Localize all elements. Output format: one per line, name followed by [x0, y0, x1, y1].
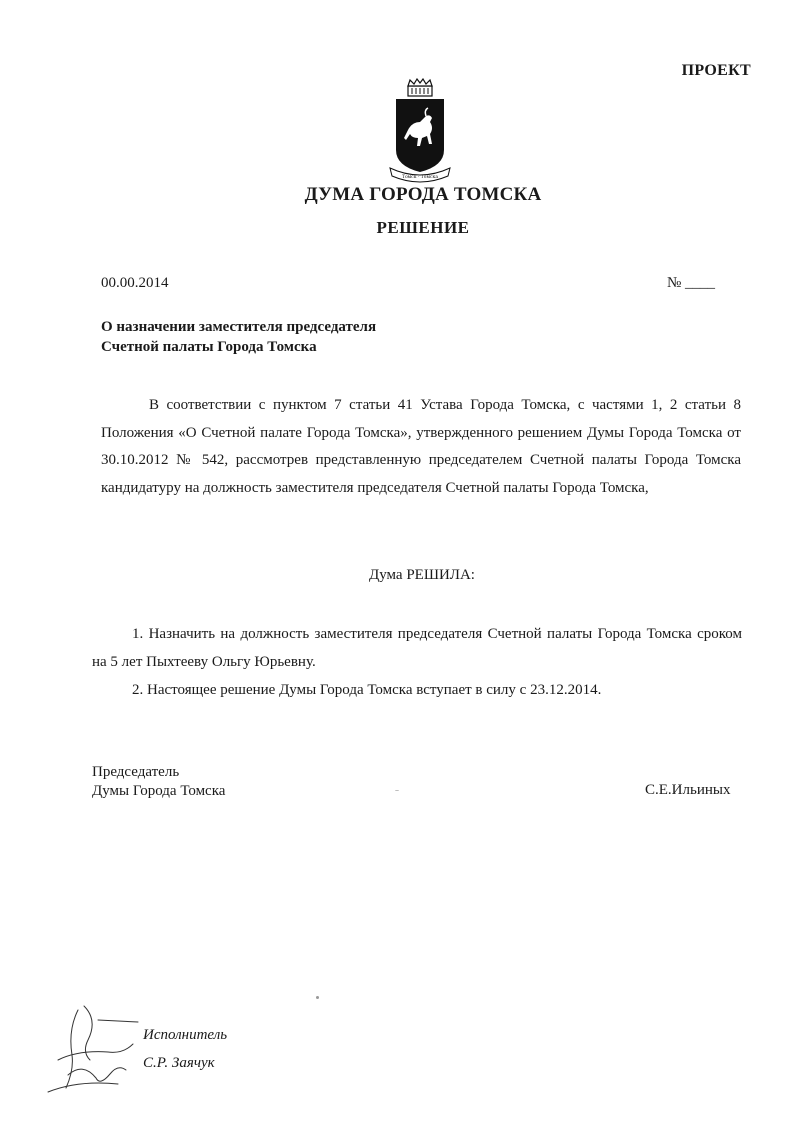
handwritten-signature [38, 1000, 148, 1105]
executor-name: С.Р. Заячук [143, 1055, 215, 1071]
preamble [101, 392, 741, 502]
document-subject [101, 317, 376, 357]
subject-line: Счетной палаты Города Томска [101, 339, 317, 355]
document-type: РЕШЕНИЕ [376, 218, 470, 237]
signatory-title-line: Думы Города Томска [92, 783, 226, 799]
tomsk-coat-of-arms-icon [386, 78, 454, 188]
decision-items [92, 620, 742, 704]
executor-label: Исполнитель [143, 1027, 228, 1043]
scan-speck [395, 790, 399, 791]
decided-label: Дума РЕШИЛА: [369, 567, 475, 583]
organization-title: ДУМА ГОРОДА ТОМСКА [304, 184, 542, 205]
signatory-title-line: Председатель [92, 764, 180, 780]
subject-line: О назначении заместителя председателя [101, 319, 377, 335]
document-number: № ____ [667, 275, 716, 291]
preamble-text: В соответствии с пунктом 7 статьи 41 Устава Города Томска, с частями 1, 2 статьи 8 Положения «О Счетной палате Города Томска», утвержденного решением Думы Города Томска от 30.10.2012 № 542, рассмотрев представленную председателем Счетной палаты Города Томска кандидатуру на должность заместителя председателя Счетной палаты Города Томска, [101, 397, 741, 496]
executor-block [143, 1021, 227, 1077]
draft-stamp: ПРОЕКТ [681, 62, 751, 79]
signatory-title [92, 763, 225, 801]
emblem-ribbon-text: Томск · Томска [401, 175, 439, 180]
scan-speck [316, 996, 319, 999]
signatory-name: С.Е.Ильиных [645, 782, 731, 798]
decision-item: 2. Настоящее решение Думы Города Томска вступает в силу с 23.12.2014. [132, 682, 602, 698]
decision-item: 1. Назначить на должность заместителя председателя Счетной палаты Города Томска сроком на 5 лет Пыхтееву Ольгу Юрьевну. [92, 626, 742, 670]
document-date: 00.00.2014 [101, 275, 169, 291]
